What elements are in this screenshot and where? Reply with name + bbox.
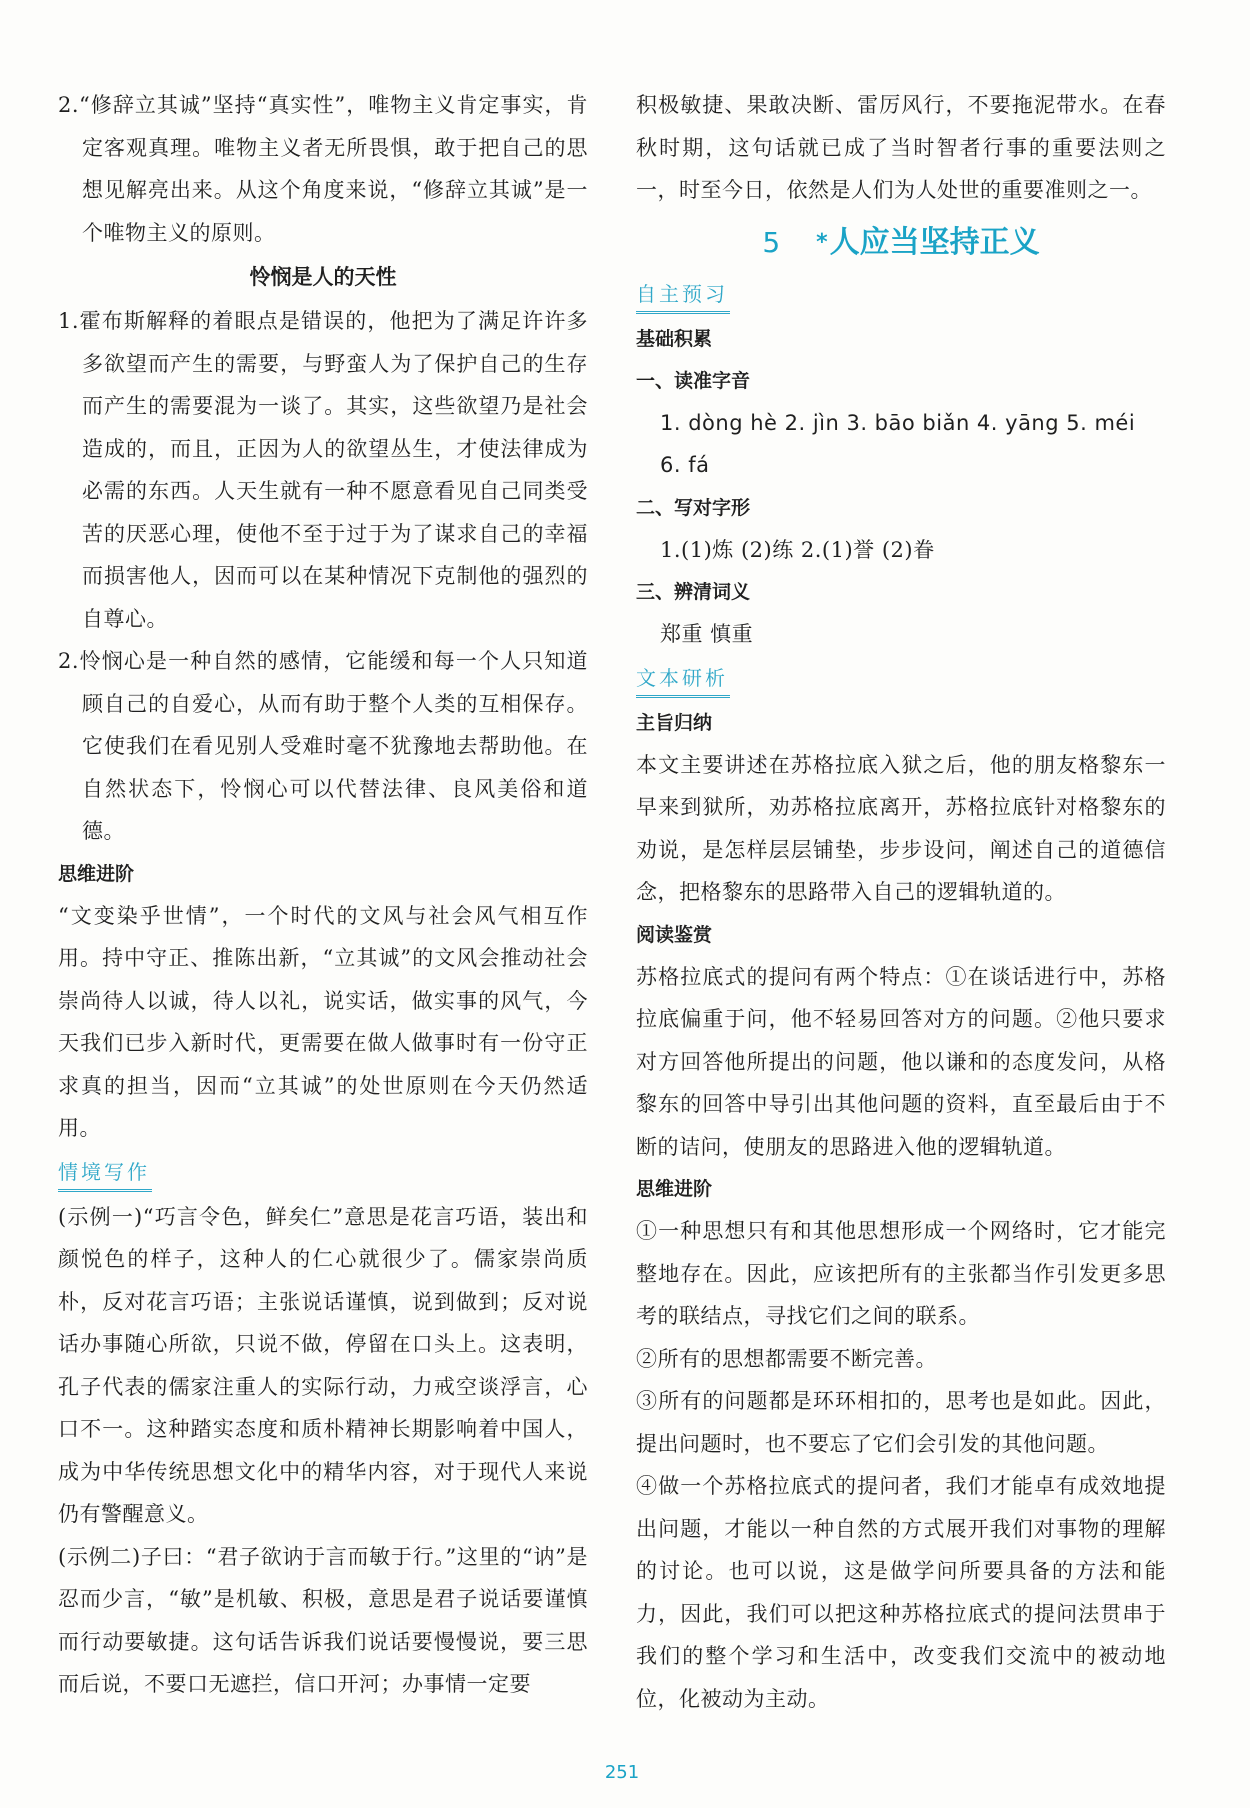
paragraph-example-2: (示例二)子曰：“君子欲讷于言而敏于行。”这里的“讷”是忍而少言，“敏”是机敏、积极，意思是君子说话要谨慎而行动要敏捷。这句话告诉我们说话要慢慢说，要三思而后说，不要口无遮拦，信口开河；办事情一定要 — [58, 1544, 588, 1696]
lesson-star-mark: * — [816, 229, 828, 255]
subhead-zhuzhi: 主旨归纳 — [636, 711, 713, 734]
paragraph-example-1: (示例一)“巧言令色，鲜矣仁”意思是花言巧语，装出和颜悦色的样子，这种人的仁心就很少了。儒家崇尚质朴，反对花言巧语；主张说话谨慎，说到做到；反对说话办事随心所欲，只说不做，停留在口头上。这表明，孔子代表的儒家注重人的实际行动，力戒空谈浮言，心口不一。这种踏实态度和质朴精神长期影响着中国人，成为中华传统思想文化中的精华内容，对于现代人来说仍有警醒意义。 — [58, 1204, 588, 1526]
lesson-number: 5 — [762, 225, 781, 259]
subhead-siwei: 思维进阶 — [58, 862, 135, 885]
paragraph-lianmin-2: 2.怜悯心是一种自然的感情，它能缓和每一个人只知道顾自己的自爱心，从而有助于整个人类的互相保存。它使我们在看见别人受难时毫不犹豫地去帮助他。在自然状态下，怜悯心可以代替法律、良风美俗和道德。 — [58, 649, 588, 843]
paragraph-lianmin-1: 1.霍布斯解释的着眼点是错误的，他把为了满足许许多多欲望而产生的需要，与野蛮人为了保护自己的生存而产生的需要混为一谈了。其实，这些欲望乃是社会造成的，而且，正因为人的欲望丛生，才使法律成为必需的东西。人天生就有一种不愿意看见自己同类受苦的厌恶心理，使他不至于过于为了谋求自己的幸福而损害他人，因而可以在某种情况下克制他的强烈的自尊心。 — [58, 309, 588, 631]
paragraph-siwei-1: ①一种思想只有和其他思想形成一个网络时，它才能完整地存在。因此，应该把所有的主张都当作引发更多思考的联结点，寻找它们之间的联系。 — [636, 1219, 1166, 1328]
page-number: 251 — [604, 1762, 640, 1783]
paragraph-yuedu: 苏格拉底式的提问有两个特点：①在谈话进行中，苏格拉底偏重于问，他不轻易回答对方的问题。②他只要求对方回答他所提出的问题，他以谦和的态度发问，从格黎东的回答中导引出其他问题的资料，直至最后由于不断的诘问，使朋友的思路进入他的逻辑轨道。 — [636, 964, 1166, 1159]
answer-zixing: 1.(1)炼 (2)练 2.(1)誉 (2)眷 — [660, 537, 935, 562]
right-column — [636, 84, 1166, 1720]
section-tag-qingjing: 情境写作 — [58, 1156, 152, 1192]
lesson-title: 人应当坚持正义 — [829, 224, 1040, 260]
answer-pinyin-line-1: 1. dòng hè 2. jìn 3. bāo biǎn 4. yāng 5. méi — [660, 410, 1136, 435]
paragraph-xiuci-2: 2.“修辞立其诚”坚持“真实性”，唯物主义肯定事实，肯定客观真理。唯物主义者无所畏惧，敢于把自己的思想见解亮出来。从这个角度来说，“修辞立其诚”是一个唯物主义的原则。 — [58, 93, 588, 245]
section-tag-zizhu: 自主预习 — [636, 278, 730, 314]
subhead-yuedu: 阅读鉴赏 — [636, 923, 713, 946]
subhead-bianqingciyi: 三、辨清词义 — [636, 581, 751, 603]
section-tag-wenben: 文本研析 — [636, 662, 730, 698]
section-title-lianmin: 怜悯是人的天性 — [249, 265, 397, 289]
paragraph-siwei-4: ④做一个苏格拉底式的提问者，我们才能卓有成效地提出问题，才能以一种自然的方式展开我们对事物的理解的讨论。也可以说，这是做学问所要具备的方法和能力，因此，我们可以把这种苏格拉底式的提问法贯串于我们的整个学习和生活中，改变我们交流中的被动地位，化被动为主动。 — [636, 1474, 1166, 1711]
subhead-xieduizixing: 二、写对字形 — [636, 496, 751, 519]
subhead-duzhunziyin: 一、读准字音 — [636, 369, 751, 392]
lesson-heading — [636, 214, 1166, 272]
subhead-siwei-right: 思维进阶 — [636, 1178, 713, 1200]
left-column — [58, 84, 588, 1706]
subhead-jichu: 基础积累 — [636, 327, 713, 350]
answer-ciyi: 郑重 慎重 — [660, 622, 754, 646]
paragraph-continued: 积极敏捷、果敢决断、雷厉风行，不要拖泥带水。在春秋时期，这句话就已成了当时智者行事的重要法则之一，时至今日，依然是人们为人处世的重要准则之一。 — [636, 93, 1166, 202]
paragraph-siwei: “文变染乎世情”，一个时代的文风与社会风气相互作用。持中守正、推陈出新，“立其诚”的文风会推动社会崇尚待人以诚，待人以礼，说实话，做实事的风气，今天我们已步入新时代，更需要在做人做事时有一份守正求真的担当，因而“立其诚”的处世原则在今天仍然适用。 — [58, 903, 588, 1140]
paragraph-siwei-2: ②所有的思想都需要不断完善。 — [636, 1346, 937, 1371]
paragraph-zhuzhi: 本文主要讲述在苏格拉底入狱之后，他的朋友格黎东一早来到狱所，劝苏格拉底离开，苏格拉底针对格黎东的劝说，是怎样层层铺垫，步步设问，阐述自己的道德信念，把格黎东的思路带入自己的逻辑轨道的。 — [636, 752, 1166, 904]
answer-pinyin-line-2: 6. fá — [660, 453, 710, 477]
paragraph-siwei-3: ③所有的问题都是环环相扣的，思考也是如此。因此，提出问题时，也不要忘了它们会引发的其他问题。 — [636, 1389, 1166, 1456]
